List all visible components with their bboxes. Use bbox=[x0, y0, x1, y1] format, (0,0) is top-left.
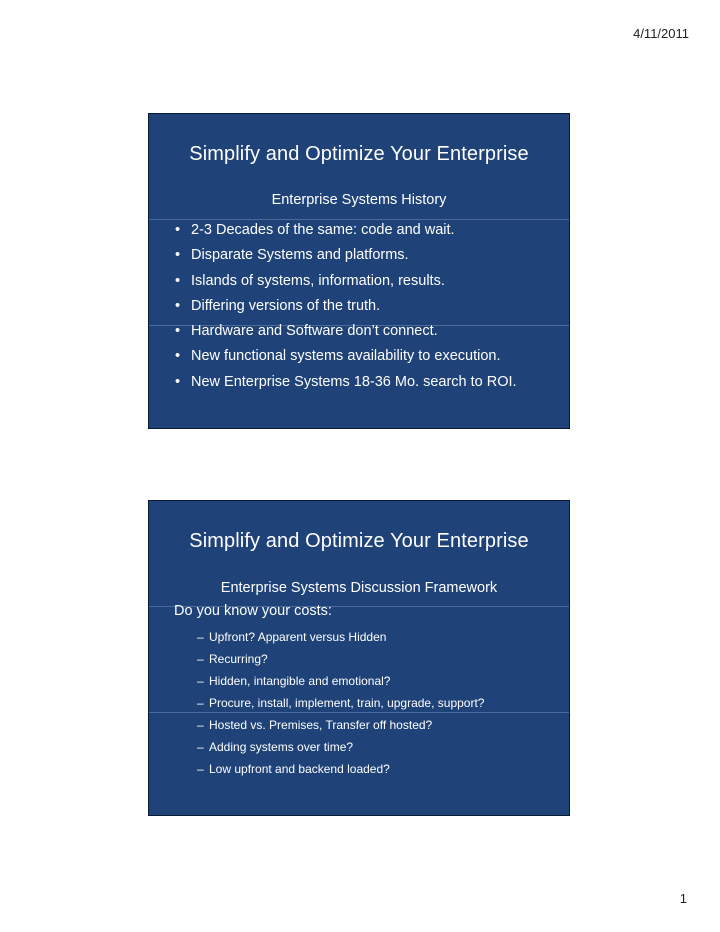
dash-icon: – bbox=[197, 718, 204, 732]
slide-title: Simplify and Optimize Your Enterprise bbox=[189, 143, 529, 165]
dash-icon: – bbox=[197, 630, 204, 644]
sub-bullet-list bbox=[197, 626, 561, 780]
sub-bullet-item: – Low upfront and backend loaded? bbox=[197, 758, 561, 780]
bullet-list bbox=[175, 218, 561, 395]
sub-bullet-item: – Recurring? bbox=[197, 648, 561, 670]
dash-icon: – bbox=[197, 740, 204, 754]
slide-subtitle: Enterprise Systems History bbox=[271, 192, 447, 208]
bullet-item: • Islands of systems, information, results. bbox=[175, 269, 561, 294]
bullet-item: • New Enterprise Systems 18-36 Mo. search to ROI. bbox=[175, 370, 561, 395]
slide-thumbnail-2 bbox=[148, 500, 570, 816]
sub-bullet-item: – Adding systems over time? bbox=[197, 736, 561, 758]
bullet-item: • Hardware and Software don’t connect. bbox=[175, 319, 561, 344]
lead-text: Do you know your costs: bbox=[174, 603, 332, 619]
slide-subtitle: Enterprise Systems Discussion Framework bbox=[220, 580, 498, 596]
bullet-icon: • bbox=[175, 272, 181, 289]
dash-icon: – bbox=[197, 696, 204, 710]
page-number: 1 bbox=[679, 891, 687, 906]
page-date: 4/11/2011 bbox=[633, 26, 689, 41]
bullet-icon: • bbox=[175, 373, 181, 390]
bullet-icon: • bbox=[175, 323, 181, 340]
dash-icon: – bbox=[197, 674, 204, 688]
bullet-icon: • bbox=[175, 222, 181, 238]
bullet-icon: • bbox=[175, 348, 181, 365]
sub-bullet-item: – Procure, install, implement, train, upgrade, support? bbox=[197, 692, 561, 714]
sub-bullet-item: – Hidden, intangible and emotional? bbox=[197, 670, 561, 692]
sub-bullet-item: – Hosted vs. Premises, Transfer off hosted? bbox=[197, 714, 561, 736]
bullet-item: • Disparate Systems and platforms. bbox=[175, 243, 561, 268]
bullet-item: • 2-3 Decades of the same: code and wait. bbox=[175, 218, 561, 243]
bullet-item: • New functional systems availability to execution. bbox=[175, 344, 561, 369]
dash-icon: – bbox=[197, 652, 204, 666]
sub-bullet-item: – Upfront? Apparent versus Hidden bbox=[197, 626, 561, 648]
bullet-icon: • bbox=[175, 247, 181, 264]
slide-title: Simplify and Optimize Your Enterprise bbox=[189, 530, 529, 552]
bullet-item: • Differing versions of the truth. bbox=[175, 294, 561, 319]
bullet-icon: • bbox=[175, 297, 181, 314]
dash-icon: – bbox=[197, 762, 204, 776]
slide-thumbnail-1 bbox=[148, 113, 570, 429]
